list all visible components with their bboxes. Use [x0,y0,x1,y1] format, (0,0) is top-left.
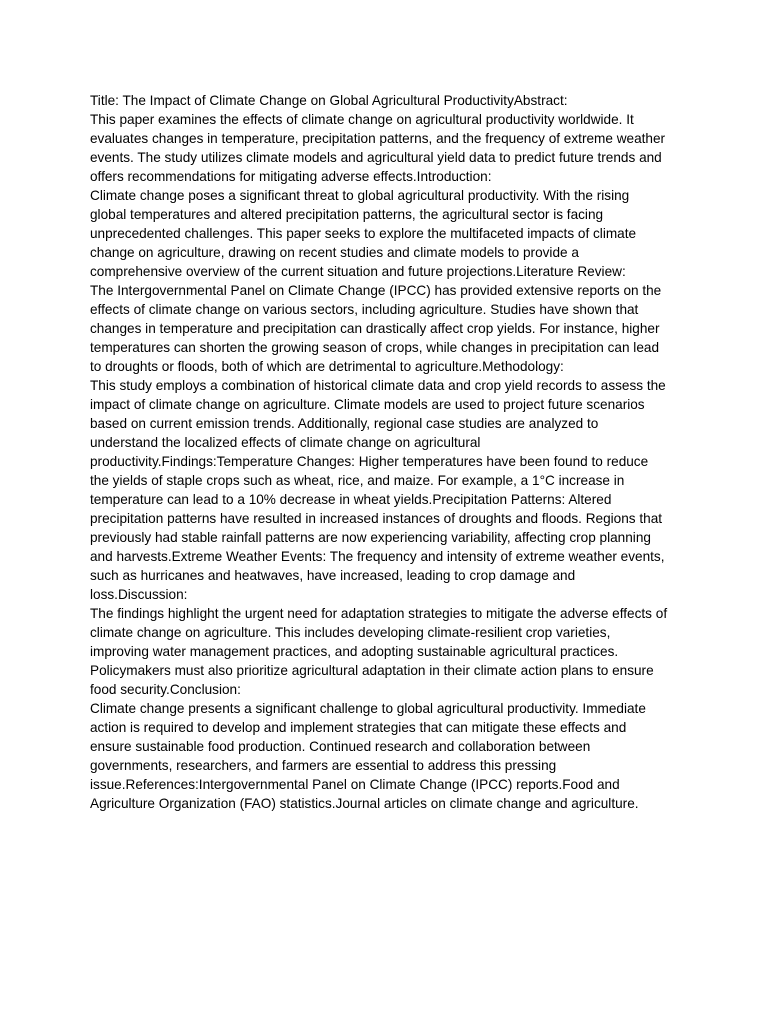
text-line: food security.Conclusion: [90,682,241,697]
text-line: Policymakers must also prioritize agricultural adaptation in their climate action plans to ensure [90,663,654,678]
text-line: such as hurricanes and heatwaves, have increased, leading to crop damage and [90,568,576,583]
text-line: events. The study utilizes climate models and agricultural yield data to predict future trends and [90,150,662,165]
text-line: Climate change poses a significant threat to global agricultural productivity. With the rising [90,188,630,203]
text-line: temperatures can shorten the growing season of crops, while changes in precipitation can lead [90,340,660,355]
text-line: climate change on agriculture. This includes developing climate-resilient crop varieties, [90,625,611,640]
document-body [90,91,680,813]
text-line: previously had stable rainfall patterns are now experiencing variability, affecting crop planning [90,530,651,545]
text-line: The Intergovernmental Panel on Climate Change (IPCC) has provided extensive reports on the [90,283,662,298]
text-line: the yields of staple crops such as wheat, rice, and maize. For example, a 1°C increase in [90,473,625,488]
text-line: to droughts or floods, both of which are detrimental to agriculture.Methodology: [90,359,564,374]
text-line: changes in temperature and precipitation can drastically affect crop yields. For instance, higher [90,321,660,336]
text-line: impact of climate change on agriculture. Climate models are used to project future scenarios [90,397,645,412]
text-line: evaluates changes in temperature, precipitation patterns, and the frequency of extreme weather [90,131,666,146]
text-line: understand the localized effects of climate change on agricultural [90,435,481,450]
text-line: global temperatures and altered precipitation patterns, the agricultural sector is facing [90,207,604,222]
text-line: Climate change presents a significant challenge to global agricultural productivity. Immediate [90,701,646,716]
text-line: issue.References:Intergovernmental Panel on Climate Change (IPCC) reports.Food and [90,777,620,792]
text-line: and harvests.Extreme Weather Events: The frequency and intensity of extreme weather events, [90,549,665,564]
text-line: unprecedented challenges. This paper seeks to explore the multifaceted impacts of climate [90,226,637,241]
text-line: action is required to develop and implement strategies that can mitigate these effects and [90,720,627,735]
text-line: Agriculture Organization (FAO) statistics.Journal articles on climate change and agriculture. [90,796,639,811]
text-line: temperature can lead to a 10% decrease in wheat yields.Precipitation Patterns: Altered [90,492,612,507]
text-line: improving water management practices, and adopting sustainable agricultural practices. [90,644,619,659]
text-line: effects of climate change on various sectors, including agriculture. Studies have shown that [90,302,639,317]
text-line: precipitation patterns have resulted in increased instances of droughts and floods. Regions that [90,511,663,526]
text-line: loss.Discussion: [90,587,188,602]
text-line: productivity.Findings:Temperature Changes: Higher temperatures have been found to reduce [90,454,649,469]
text-line: governments, researchers, and farmers are essential to address this pressing [90,758,557,773]
text-line: offers recommendations for mitigating adverse effects.Introduction: [90,169,492,184]
text-line: change on agriculture, drawing on recent studies and climate models to provide a [90,245,579,260]
text-line: ensure sustainable food production. Continued research and collaboration between [90,739,591,754]
text-line: The findings highlight the urgent need for adaptation strategies to mitigate the adverse effects of [90,606,668,621]
text-line: comprehensive overview of the current situation and future projections.Literature Review: [90,264,626,279]
text-line: Title: The Impact of Climate Change on Global Agricultural ProductivityAbstract: [90,93,568,108]
text-line: This study employs a combination of historical climate data and crop yield records to assess the [90,378,666,393]
text-line: based on current emission trends. Additionally, regional case studies are analyzed to [90,416,599,431]
text-line: This paper examines the effects of climate change on agricultural productivity worldwide. It [90,112,634,127]
